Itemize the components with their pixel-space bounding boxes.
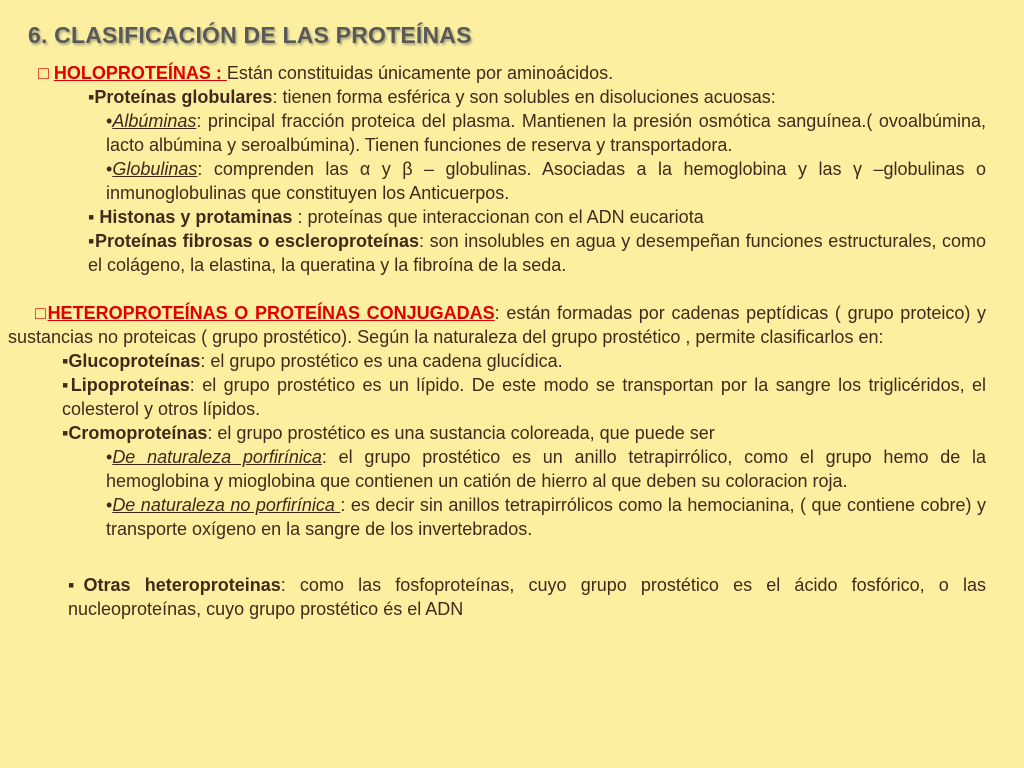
naturaleza-porfirinica-run-0: • — [106, 447, 113, 467]
otras-heteroproteinas-run-2: : como las fosfoproteínas, cuyo grupo prostético es el ácido fosfórico, o las nucleoproteínas, cuyo grupo prostético és el ADN — [68, 575, 986, 619]
histonas-y-protaminas-run-2: : proteínas que interaccionan con el ADN eucariota — [292, 207, 704, 227]
globulinas-run-1: Globulinas — [112, 159, 198, 179]
proteinas-globulares-run-1: Proteínas globulares — [94, 87, 273, 107]
cromoproteinas-run-0: ▪ — [62, 423, 69, 443]
proteinas-globulares-run-0: ▪ — [88, 87, 95, 107]
otras-heteroproteinas — [68, 573, 986, 621]
lipoproteinas — [62, 373, 986, 421]
histonas-y-protaminas — [88, 205, 986, 229]
glucoproteinas — [62, 349, 986, 373]
proteinas-fibrosas-run-0: ▪ — [88, 231, 96, 251]
naturaleza-porfirinica-run-2: : el grupo prostético es un anillo tetrapirrólico, como el grupo hemo de la hemoglobina y mioglobina que contienen un catión de hierro al que deben su coloracion roja. — [106, 447, 986, 491]
otras-heteroproteinas-run-0: ▪ — [68, 575, 84, 595]
holoproteinas-heading-run-0: □ — [38, 63, 54, 83]
proteinas-fibrosas — [88, 229, 986, 277]
otras-heteroproteinas-run-1: Otras heteroproteinas — [83, 575, 281, 595]
heteroproteinas-heading — [8, 301, 986, 349]
proteinas-fibrosas-run-1: Proteínas fibrosas o escleroproteínas — [95, 231, 420, 251]
cromoproteinas-run-1: Cromoproteínas — [68, 423, 208, 443]
glucoproteinas-run-0: ▪ — [62, 351, 69, 371]
proteinas-globulares — [88, 85, 986, 109]
heteroproteinas-heading-run-0: □ — [35, 303, 48, 323]
naturaleza-porfirinica-run-1: De naturaleza porfirínica — [112, 447, 322, 467]
histonas-y-protaminas-run-0: ▪ — [88, 207, 100, 227]
lipoproteinas-run-0: ▪ — [62, 375, 71, 395]
albuminas-run-0: • — [106, 111, 113, 131]
lipoproteinas-run-2: : el grupo prostético es un lípido. De este modo se transportan por la sangre los triglicéridos, el colesterol y otros lípidos. — [62, 375, 986, 419]
holoproteinas-heading-run-2: Están constituidas únicamente por aminoácidos. — [226, 63, 614, 83]
glucoproteinas-run-1: Glucoproteínas — [68, 351, 201, 371]
naturaleza-no-porfirinica-run-1: De naturaleza no porfirínica — [112, 495, 341, 515]
lipoproteinas-run-1: Lipoproteínas — [70, 375, 190, 395]
naturaleza-no-porfirinica — [106, 493, 986, 541]
holoproteinas-heading-run-1: HOLOPROTEÍNAS : — [53, 63, 227, 83]
globulinas — [106, 157, 986, 205]
naturaleza-no-porfirinica-run-0: • — [106, 495, 113, 515]
heteroproteinas-heading-run-2: : están formadas por cadenas peptídicas ( grupo proteico) y sustancias no proteicas ( grupo prostético). Según la naturaleza del grupo prostético , permite clasificarlos en: — [8, 303, 987, 347]
naturaleza-porfirinica — [106, 445, 986, 493]
proteinas-fibrosas-run-2: : son insolubles en agua y desempeñan funciones estructurales, como el colágeno, la elastina, la queratina y la fibroína de la seda. — [88, 231, 986, 275]
holoproteinas-heading — [38, 61, 986, 85]
albuminas-run-2: : principal fracción proteica del plasma. Mantienen la presión osmótica sanguínea.( ovoalbúmina, lacto albúmina y seroalbúmina). Tienen funciones de reserva y transportadora. — [106, 111, 986, 155]
globulinas-run-0: • — [106, 159, 113, 179]
slide-title: 6. CLASIFICACIÓN DE LAS PROTEÍNAS — [28, 22, 472, 48]
albuminas-run-1: Albúminas — [112, 111, 197, 131]
albuminas — [106, 109, 986, 157]
heteroproteinas-heading-run-1: HETEROPROTEÍNAS O PROTEÍNAS CONJUGADAS — [47, 303, 495, 323]
glucoproteinas-run-2: : el grupo prostético es una cadena glucídica. — [200, 351, 563, 371]
slide-body — [0, 61, 1024, 621]
cromoproteinas-run-2: : el grupo prostético es una sustancia coloreada, que puede ser — [207, 423, 715, 443]
cromoproteinas — [62, 421, 986, 445]
proteinas-globulares-run-2: : tienen forma esférica y son solubles en disoluciones acuosas: — [272, 87, 776, 107]
globulinas-run-2: : comprenden las α y β – globulinas. Asociadas a la hemoglobina y las γ –globulinas o inmunoglobulinas que constituyen los Anticuerpos. — [106, 159, 986, 203]
histonas-y-protaminas-run-1: Histonas y protaminas — [99, 207, 293, 227]
naturaleza-no-porfirinica-run-2: : es decir sin anillos tetrapirrólicos como la hemocianina, ( que contiene cobre) y transporte oxígeno en la sangre de los invertebrados. — [106, 495, 987, 539]
